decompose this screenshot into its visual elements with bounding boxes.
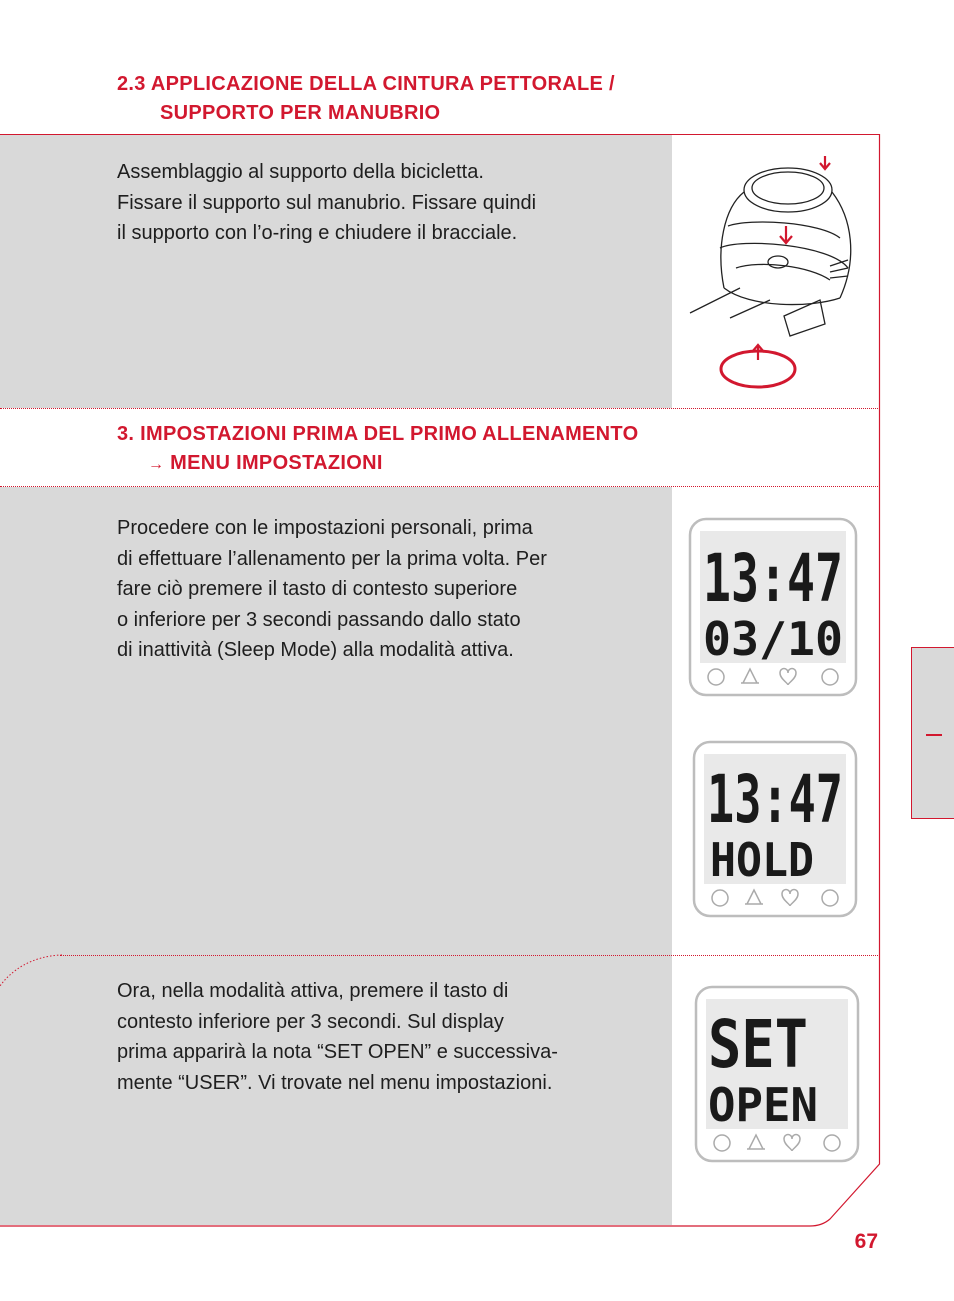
lcd-display-3 (694, 985, 860, 1163)
lcd-3-bottom: OPEN (708, 1078, 818, 1132)
lcd-display-1 (688, 517, 858, 697)
page-number: 67 (854, 1230, 878, 1253)
lcd-3-top: SET (708, 1006, 808, 1083)
lcd-display-2 (692, 740, 858, 918)
lcd-1-bottom: 03/10 (703, 612, 843, 666)
section-heading-2-3 (117, 70, 615, 128)
arrow-right-icon: → (148, 456, 165, 473)
section-title-line1: APPLICAZIONE DELLA CINTURA PETTORALE / (150, 73, 615, 95)
section-title-line2: SUPPORTO PER MANUBRIO (160, 102, 441, 124)
section-3-title-line1: 3. IMPOSTAZIONI PRIMA DEL PRIMO ALLENAMENTO (117, 423, 639, 445)
section-3-title-line2: MENU IMPOSTAZIONI (170, 452, 383, 474)
side-tab-mark (926, 734, 942, 736)
side-tab (911, 647, 954, 819)
section-3-body-2: Ora, nella modalità attiva, premere il tasto di contesto inferiore per 3 secondi. Sul display prima apparirà la nota “SET OPEN” e successiva- mente “USER”. Vi trovate nel menu impostazioni. (117, 980, 558, 1094)
section-number: 2.3 (117, 73, 146, 95)
lcd-1-top: 13:47 (703, 540, 843, 617)
lcd-2-bottom: HOLD (710, 833, 814, 887)
section-2-3-body: Assemblaggio al supporto della bicicletta. Fissare il supporto sul manubrio. Fissare quindi il supporto con l’o-ring e chiudere il bracciale. (117, 161, 537, 244)
lcd-2-top: 13:47 (707, 761, 843, 838)
section-3-body-1: Procedere con le impostazioni personali, prima di effettuare l’allenamento per la prima volta. Per fare ciò premere il tasto di contesto superiore o inferiore per 3 secondi passando dallo stato di inattività (Sleep Mode) alla modalità attiva. (117, 517, 547, 661)
